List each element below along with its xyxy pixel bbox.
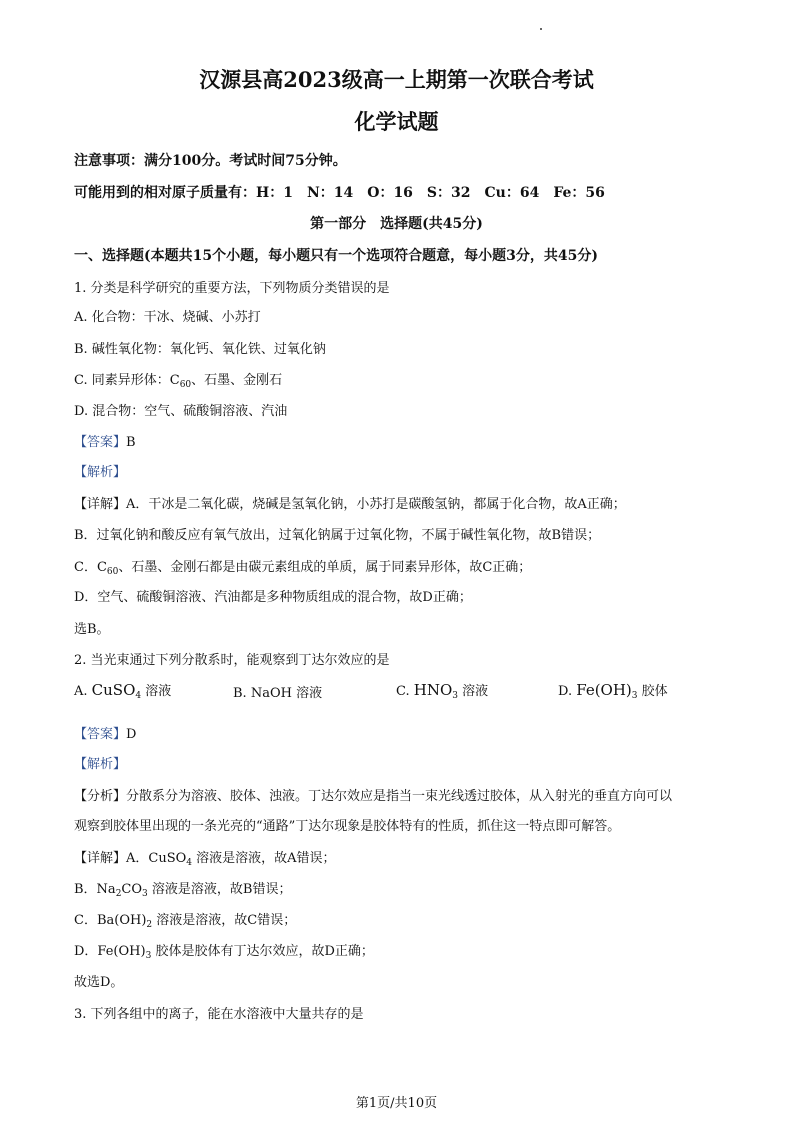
q2-detail-b-sub2: 3 <box>142 889 148 899</box>
speck-mark <box>540 28 542 30</box>
q1-detail-c-post: 、石墨、金刚石都是由碳元素组成的单质，属于同素异形体，故C正确； <box>118 560 532 575</box>
q2-fenxi-1 <box>74 785 672 804</box>
q2-fenxi-1-text: 分散系分为溶液、胶体、浊液。丁达尔效应是指当一束光线透过胶体，从入射光的垂直方向可以 <box>126 789 673 804</box>
q2-option-d-label: D. <box>558 684 573 699</box>
q2-answer-tag: 【答案】 <box>74 727 127 742</box>
q2-detail-a-post: 溶液是溶液，故A错误； <box>192 851 336 866</box>
q1-option-b: B. 碱性氧化物：氧化钙、氧化铁、过氧化钠 <box>74 342 326 357</box>
q1-option-a: A. 化合物：干冰、烧碱、小苏打 <box>74 310 261 325</box>
q2-conclusion: 故选D。 <box>74 975 124 990</box>
q2-detail-a <box>74 847 336 868</box>
q1-answer <box>74 431 136 450</box>
q1-option-c-sub: 60 <box>179 380 192 390</box>
q1-answer-value: B <box>126 435 136 450</box>
q3-stem: 3. 下列各组中的离子，能在水溶液中大量共存的是 <box>74 1007 364 1022</box>
q2-option-d-sub: 3 <box>631 691 638 701</box>
q2-detail-c <box>74 909 296 930</box>
q2-option-c-formula: HNO <box>413 681 453 699</box>
q2-stem: 2. 当光束通过下列分散系时，能观察到丁达尔效应的是 <box>74 653 390 668</box>
q2-detail-d <box>74 940 374 961</box>
q1-detail-c-pre: C．C <box>74 560 107 575</box>
q2-option-d-text: 胶体 <box>641 684 668 699</box>
exam-title: 汉源县高2023级高一上期第一次联合考试 <box>199 67 594 92</box>
q2-detail-b-sub1: 2 <box>115 889 122 899</box>
q1-detail-d: D．空气、硫酸铜溶液、汽油都是多种物质组成的混合物，故D正确； <box>74 590 472 605</box>
q2-detail-b-mid: CO <box>121 882 143 897</box>
q2-option-c-sub: 3 <box>452 691 459 701</box>
q2-option-a <box>74 680 171 701</box>
q1-conclusion: 选B。 <box>74 622 110 637</box>
q2-option-d-formula: Fe(OH) <box>576 681 632 699</box>
q2-detail-d-sub: 3 <box>145 951 152 961</box>
q1-stem: 1. 分类是科学研究的重要方法，下列物质分类错误的是 <box>74 281 390 296</box>
q2-answer-value: D <box>126 727 137 742</box>
attention-note: 注意事项：满分100分。考试时间75分钟。 <box>74 153 347 169</box>
q2-option-a-formula: CuSO <box>91 681 136 699</box>
q2-fenxi-2: 观察到胶体里出现的一条光亮的“通路”丁达尔现象是胶体特有的性质，抓住这一特点即可解答。 <box>74 819 621 834</box>
atomic-mass-note: 可能用到的相对原子质量有：H：1 N：14 O：16 S：32 Cu：64 Fe：56 <box>74 185 605 201</box>
q2-detail-c-sub: 2 <box>146 920 153 930</box>
part-heading: 第一部分 选择题(共45分) <box>310 216 483 232</box>
q2-detail-b-post: 溶液是溶液，故B错误； <box>147 882 292 897</box>
q2-answer <box>74 723 136 742</box>
q2-detail-b-pre: B．Na <box>74 882 116 897</box>
page-number: 第1页/共10页 <box>355 1096 438 1111</box>
q2-detail-d-post: 胶体是胶体有丁达尔效应，故D正确； <box>151 944 374 959</box>
q2-detail-a-sub: 4 <box>186 858 193 868</box>
q1-detail-a-text: A．干冰是二氧化碳，烧碱是氢氧化钠，小苏打是碳酸氢钠，都属于化合物，故A正确； <box>126 497 626 512</box>
q1-option-c <box>74 369 282 390</box>
q1-detail-c-sub: 60 <box>106 567 119 577</box>
q2-detail-c-post: 溶液是溶液，故C错误； <box>152 913 297 928</box>
q2-option-a-sub: 4 <box>135 691 142 701</box>
q1-answer-tag: 【答案】 <box>74 435 127 450</box>
q1-option-c-pre: C. 同素异形体：C <box>74 373 180 388</box>
q2-detail-a-pre: A．CuSO <box>126 851 187 866</box>
q1-option-c-post: 、石墨、金刚石 <box>191 373 283 388</box>
q2-option-c-text: 溶液 <box>462 684 489 699</box>
q2-detail-b <box>74 878 291 899</box>
q1-analysis-tag: 【解析】 <box>74 465 127 480</box>
q1-detail-c <box>74 556 531 577</box>
q2-analysis-tag: 【解析】 <box>74 757 127 772</box>
q2-option-a-label: A. <box>74 684 88 699</box>
q2-option-c <box>396 680 488 701</box>
q2-detail-tag: 【详解】 <box>74 851 127 866</box>
q1-detail-b: B．过氧化钠和酸反应有氧气放出，过氧化钠属于过氧化物，不属于碱性氧化物，故B错误； <box>74 528 601 543</box>
exam-subtitle: 化学试题 <box>354 109 439 134</box>
q2-option-c-label: C. <box>396 684 410 699</box>
q2-option-d <box>558 680 668 701</box>
q2-detail-d-pre: D．Fe(OH) <box>74 944 146 959</box>
q1-detail-tag: 【详解】 <box>74 497 127 512</box>
q1-option-d: D. 混合物：空气、硫酸铜溶液、汽油 <box>74 404 288 419</box>
q2-option-a-text: 溶液 <box>145 684 172 699</box>
section-heading: 一、选择题(本题共15个小题，每小题只有一个选项符合题意，每小题3分，共45分) <box>74 248 598 264</box>
q2-detail-c-pre: C．Ba(OH) <box>74 913 147 928</box>
q1-detail-a <box>74 493 626 512</box>
q2-fenxi-tag: 【分析】 <box>74 789 127 804</box>
q2-option-b: B. NaOH 溶液 <box>233 686 323 701</box>
